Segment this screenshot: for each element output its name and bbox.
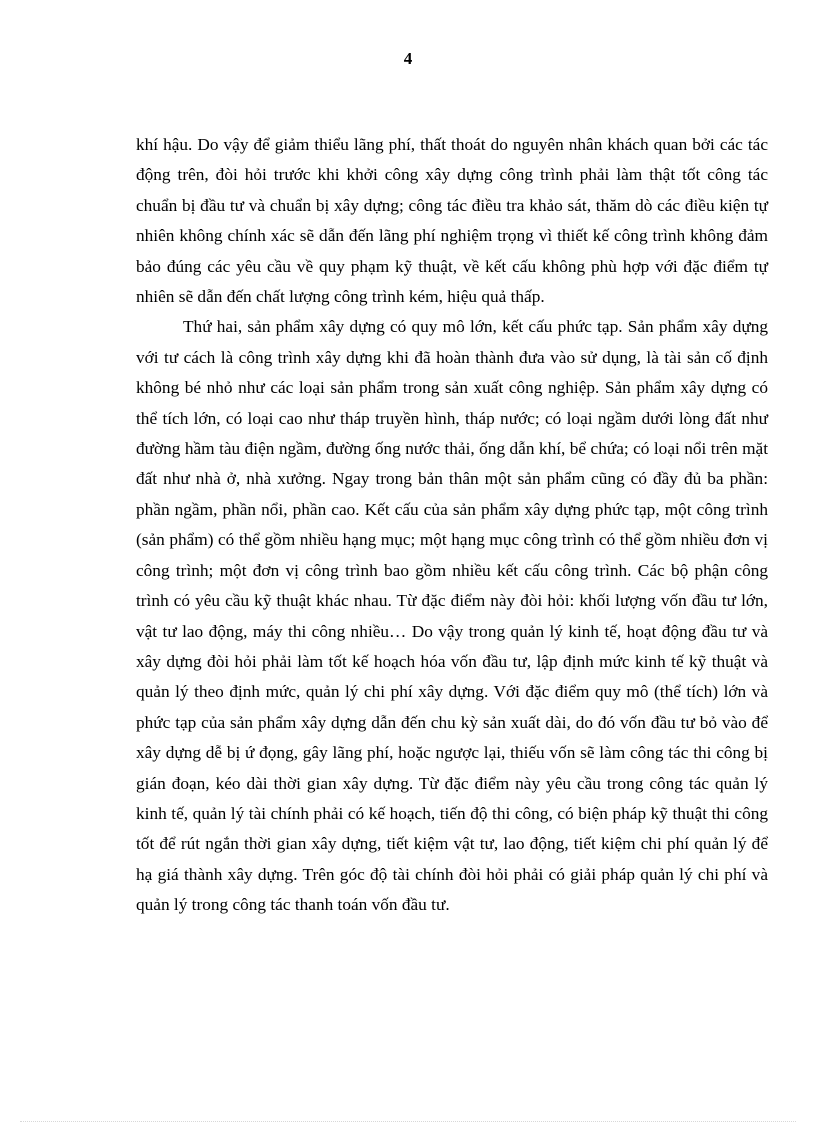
paragraph-continuation: khí hậu. Do vậy để giảm thiểu lãng phí, thất thoát do nguyên nhân khách quan bởi các tác động trên, đòi hỏi trước khi khởi công xây dựng công trình phải làm thật tốt công tác chuẩn bị đầu tư và chuẩn bị xây dựng; công tác điều tra khảo sát, thăm dò các điều kiện tự nhiên không chính xác sẽ dẫn đến lãng phí nghiệm trọng vì thiết kế công trình không đảm bảo đúng các yêu cầu về quy phạm kỹ thuật, về kết cấu không phù hợp với đặc điểm tự nhiên sẽ dẫn đến chất lượng công trình kém, hiệu quả thấp. [136, 135, 768, 307]
document-body [136, 130, 768, 921]
page-number: 4 [403, 49, 413, 68]
page-bottom-divider [20, 1121, 796, 1122]
paragraph-second-characteristic: Thứ hai, sản phẩm xây dựng có quy mô lớn, kết cấu phức tạp. Sản phẩm xây dựng với tư cách là công trình xây dựng khi đã hoàn thành đưa vào sử dụng, là tài sản cố định không bé nhỏ như các loại sản phẩm trong sản xuất công nghiệp. Sản phẩm xây dựng có thể tích lớn, có loại cao như tháp truyền hình, tháp nước; có loại ngầm dưới lòng đất như đường hầm tàu điện ngầm, đường ống nước thải, ống dẫn khí, bể chứa; có loại nổi trên mặt đất như nhà ở, nhà xưởng. Ngay trong bản thân một sản phẩm cũng có đầy đủ ba phần: phần ngầm, phần nổi, phần cao. Kết cấu của sản phẩm xây dựng phức tạp, một công trình (sản phẩm) có thể gồm nhiều hạng mục; một hạng mục công trình có thể gồm nhiều đơn vị công trình; một đơn vị công trình bao gồm nhiều kết cấu công trình. Các bộ phận công trình có yêu cầu kỹ thuật khác nhau. Từ đặc điểm này đòi hỏi: khối lượng vốn đầu tư lớn, vật tư lao động, máy thi công nhiều… Do vậy trong quản lý kinh tế, hoạt động đầu tư và xây dựng đòi hỏi phải làm tốt kế hoạch hóa vốn đầu tư, lập định mức kinh tế kỹ thuật và quản lý theo định mức, quản lý chi phí xây dựng. Với đặc điểm quy mô (thể tích) lớn và phức tạp của sản phẩm xây dựng dẫn đến chu kỳ sản xuất dài, do đó vốn đầu tư bỏ vào để xây dựng dễ bị ứ đọng, gây lãng phí, hoặc ngược lại, thiếu vốn sẽ làm công tác thi công bị gián đoạn, kéo dài thời gian xây dựng. Từ đặc điểm này yêu cầu trong công tác quản lý kinh tế, quản lý tài chính phải có kế hoạch, tiến độ thi công, có biện pháp kỹ thuật thi công tốt để rút ngắn thời gian xây dựng, tiết kiệm vật tư, lao động, tiết kiệm chi phí quản lý để hạ giá thành xây dựng. Trên góc độ tài chính đòi hỏi phải có giải pháp quản lý chi phí và quản lý trong công tác thanh toán vốn đầu tư. [136, 317, 768, 915]
